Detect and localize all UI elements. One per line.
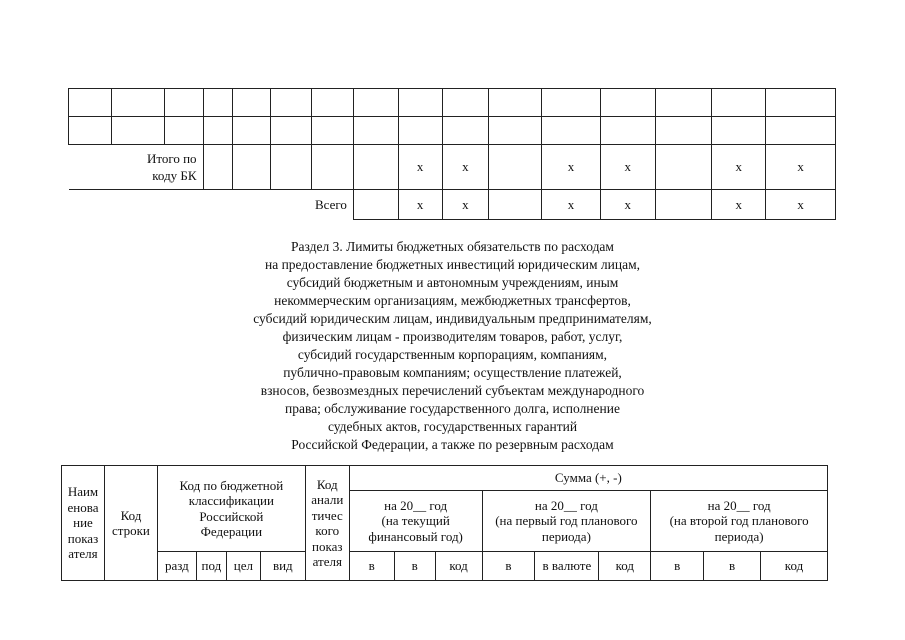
title-line: субсидий юридическим лицам, индивидуальным предпринимателям, [253,311,652,326]
title-line: Российской Федерации, а также по резервным расходам [291,437,614,452]
bk-pod: под [196,552,226,581]
table-row [69,117,836,145]
title-line: публично-правовым компаниям; осуществление платежей, [283,365,622,380]
col-name-header: Наим енова ние показ ателя [62,466,105,581]
col-bk-header: Код по бюджетной классификации Российской Федерации [157,466,305,552]
year2-header: на 20__ год (на первый год планового периода) [482,491,651,552]
header-row [62,466,828,491]
x-mark: x [600,190,655,220]
x-mark: x [442,190,489,220]
y2-sub: в [482,552,535,581]
x-mark: x [542,145,601,190]
vsego-label: Всего [69,190,354,220]
y3-sub: в [651,552,704,581]
x-mark: x [766,190,836,220]
x-mark: x [442,145,489,190]
limits-table [61,465,828,581]
y3-sub: в [704,552,761,581]
col-code-header: Код строки [104,466,157,581]
title-line: некоммерческим организациям, межбюджетных трансфертов, [274,293,631,308]
title-line: права; обслуживание государственного долга, исполнение [285,401,620,416]
itogo-row [69,145,836,190]
y2-sub: код [599,552,651,581]
vsego-row [69,190,836,220]
title-line: судебных актов, государственных гарантий [327,419,578,434]
title-line: субсидий бюджетным и автономным учреждениям, иным [286,275,619,290]
x-mark: x [712,190,766,220]
year3-header: на 20__ год (на второй год планового периода) [651,491,828,552]
bk-cel: цел [226,552,260,581]
col-analytic-header: Код анали тичес кого показ ателя [305,466,349,581]
y2-sub: в валюте [535,552,599,581]
title-line: Раздел 3. Лимиты бюджетных обязательств по расходам [291,239,614,254]
y1-sub: в [349,552,394,581]
year1-header: на 20__ год (на текущий финансовый год) [349,491,482,552]
x-mark: x [712,145,766,190]
totals-table [68,88,836,220]
title-line: субсидий государственным корпорациям, компаниям, [297,347,608,362]
y1-sub: в [394,552,435,581]
bk-vid: вид [260,552,305,581]
title-line: взносов, безвозмездных перечислений субъектам международного [260,383,645,398]
section-3-title [0,238,905,454]
bk-razd: разд [157,552,196,581]
x-mark: x [398,190,442,220]
y1-sub: код [435,552,482,581]
x-mark: x [600,145,655,190]
sum-header: Сумма (+, -) [349,466,827,491]
x-mark: x [398,145,442,190]
title-line: физическим лицам - производителям товаров, работ, услуг, [282,329,623,344]
itogo-label: Итого по кодy БК [69,145,204,190]
table-row [69,89,836,117]
subheader-row [62,552,828,581]
x-mark: x [766,145,836,190]
x-mark: x [542,190,601,220]
title-line: на предоставление бюджетных инвестиций юридическим лицам, [264,257,641,272]
y3-sub: код [761,552,828,581]
